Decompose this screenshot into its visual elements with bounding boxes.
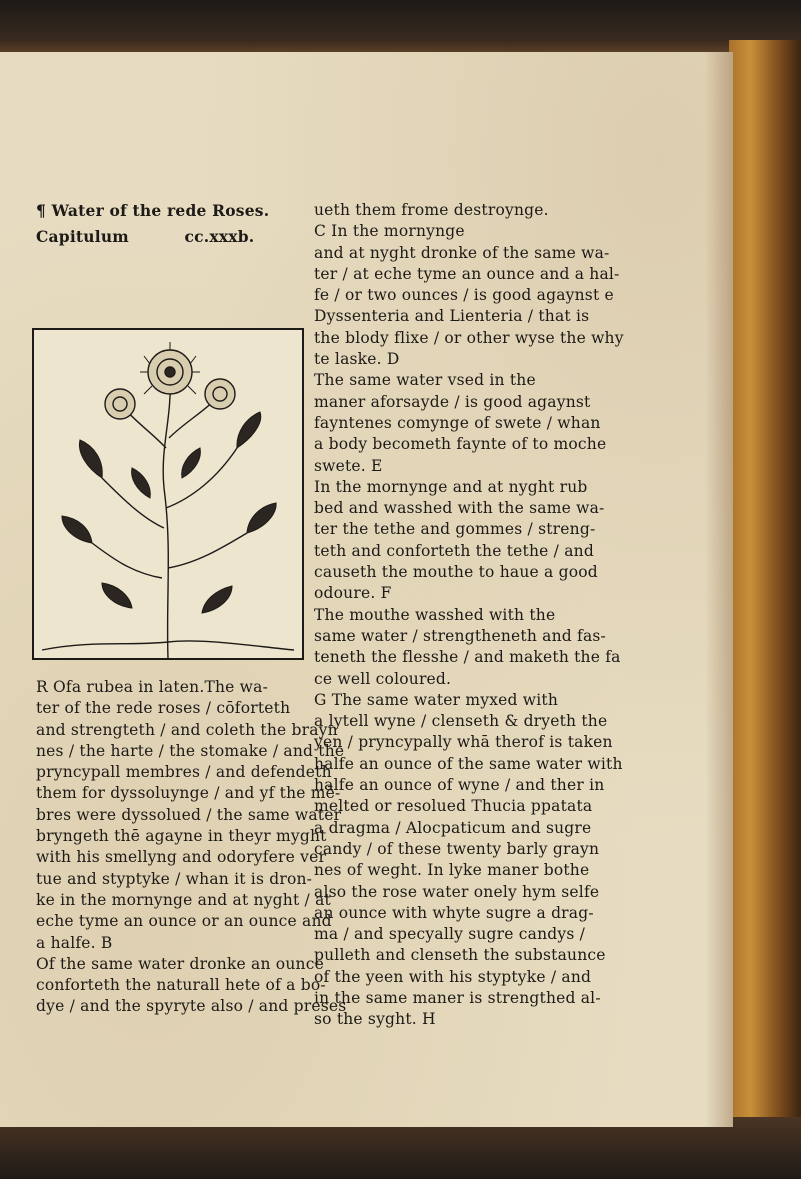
text-line: The same water vsed in the [314,371,536,390]
text-line: halfe an ounce of the same water with [314,754,623,773]
page-gutter-shadow [705,52,733,1127]
capitulum-number: cc.xxxb. [184,227,255,246]
text-line: melted or resolued Thucia ppatata [314,797,593,816]
text-line: G The same water myxed with [314,690,559,709]
text-line: ce well coloured. [314,669,452,688]
text-line: bryngeth thē agayne in theyr myght [36,827,327,846]
right-column-text [314,200,624,1031]
text-line: so the syght. H [314,1010,436,1029]
text-line: tue and styptyke / whan it is dron- [36,869,313,888]
text-line: ma / and specyally sugre candys / [314,925,586,944]
text-line: causeth the mouthe to haue a good [314,563,598,582]
text-line: halfe an ounce of wyne / and ther in [314,776,605,795]
text-line: the blody flixe / or other wyse the why [314,328,624,347]
text-line: of the yeen with his styptyke / and [314,967,592,986]
text-line: them for dyssoluynge / and yf the mē- [36,784,341,803]
text-line: odoure. F [314,584,392,603]
text-line: a halfe. B [36,933,113,952]
text-line: a dragma / Alocpaticum and sugre [314,818,592,837]
text-line: bed and wasshed with the same wa- [314,499,605,518]
text-line: ueth them frome destroynge. [314,201,549,219]
book-edge [729,40,801,1120]
rose-plant-woodcut-icon [32,328,304,660]
text-line: a lytell wyne / clenseth & dryeth the [314,712,608,731]
text-line: ke in the mornynge and at nyght / at [36,890,331,909]
text-line: The mouthe wasshed with the [314,605,556,624]
text-line: an ounce with whyte sugre a drag- [314,903,594,922]
text-line: teneth the flesshe / and maketh the fa [314,648,621,667]
text-line: pryncypall membres / and defendeth [36,763,332,782]
capitulum-label: Capitulum [36,227,129,246]
text-line: bres were dyssolued / the same water [36,805,342,824]
text-line: ter / at eche tyme an ounce and a hal- [314,264,620,283]
text-line: same water / strengtheneth and fas- [314,626,606,645]
text-line: pulleth and clenseth the substaunce [314,946,606,965]
text-line: also the rose water onely hym selfe [314,882,600,901]
scan-background-top [0,0,801,58]
text-line: Dyssenteria and Lienteria / that is [314,307,590,326]
left-column-text [36,677,346,1018]
text-line: in the same maner is strengthed al- [314,988,601,1007]
text-line: fayntenes comynge of swete / whan [314,413,601,432]
text-line: swete. E [314,456,383,475]
text-line: teth and conforteth the tethe / and [314,541,594,560]
text-line: R Ofa rubea in laten.The wa- [36,678,269,696]
text-line: with his smellyng and odoryfere ver [36,848,327,867]
text-line: dye / and the spyryte also / and preses [36,997,347,1016]
text-line: In the mornynge and at nyght rub [314,477,588,496]
text-line: te laske. D [314,350,400,369]
text-line: and at nyght dronke of the same wa- [314,243,610,262]
text-line: C In the mornynge [314,222,465,241]
capitulum-line [36,226,254,247]
text-line: nes / the harte / the stomake / and the [36,741,345,760]
text-line: a body becometh faynte of to moche [314,435,607,454]
text-line: Of the same water dronke an ounce [36,954,324,973]
book-page [0,52,733,1127]
text-line: maner aforsayde / is good agaynst [314,392,591,411]
text-line: yen / pryncypally whā therof is taken [314,733,613,752]
text-line: candy / of these twenty barly grayn [314,839,600,858]
text-line: and strengteth / and coleth the brayn [36,720,338,739]
text-line: ter the tethe and gommes / streng- [314,520,596,539]
text-line: fe / or two ounces / is good agaynst e [314,286,614,305]
text-line: nes of weght. In lyke maner bothe [314,861,590,880]
chapter-heading: ¶ Water of the rede Roses. [36,201,270,220]
text-line: conforteth the naturall hete of a bo- [36,976,326,995]
text-line: ter of the rede roses / cōforteth [36,699,291,718]
text-line: eche tyme an ounce or an ounce and [36,912,332,931]
